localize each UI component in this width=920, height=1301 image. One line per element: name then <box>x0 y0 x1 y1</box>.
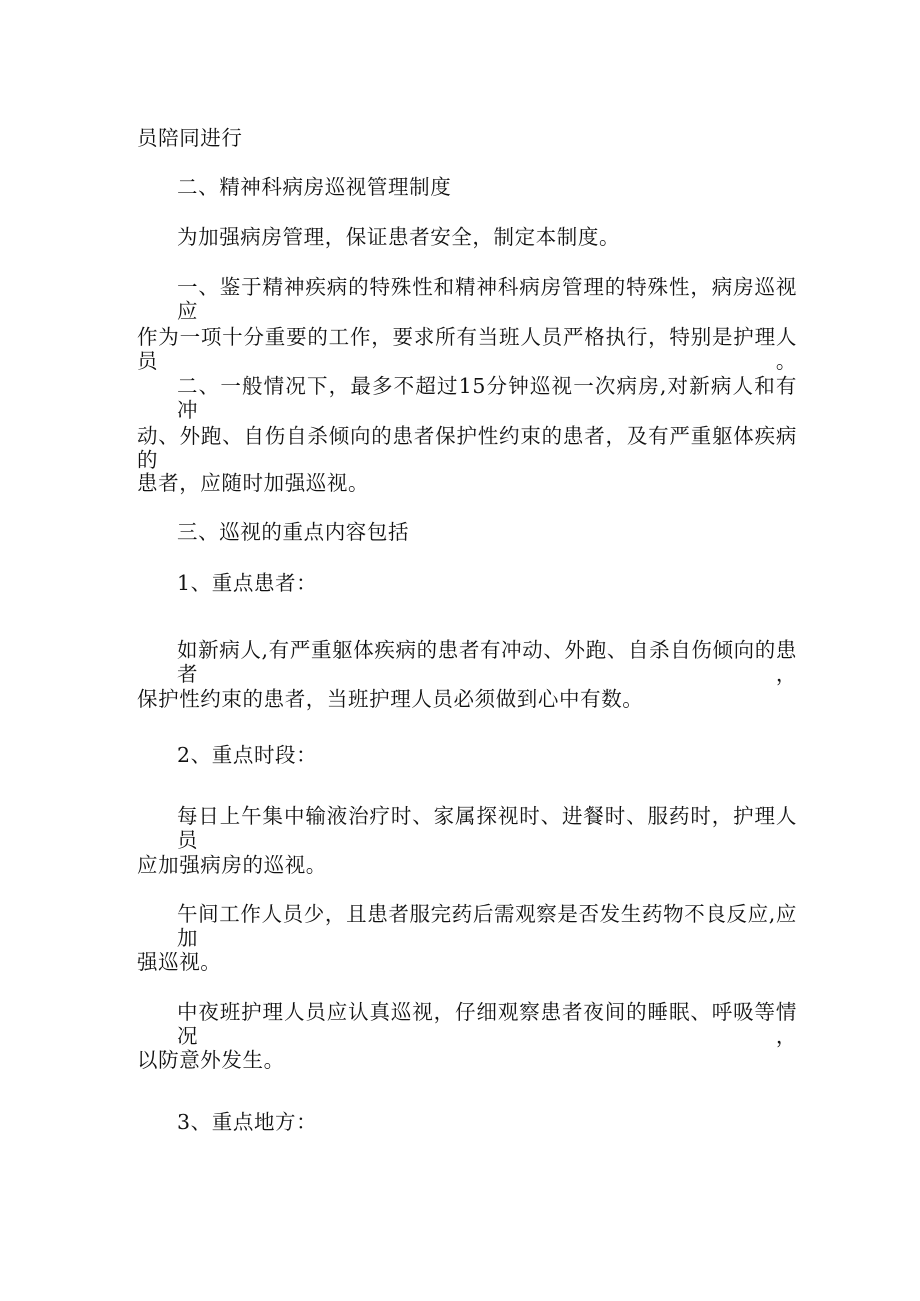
paragraph-line: 患者，应随时加强巡视。 <box>137 471 370 495</box>
paragraph-line: 动、外跑、自伤自杀倾向的患者保护性约束的患者，及有严重躯体疾病的 <box>137 424 797 472</box>
paragraph-line: 中夜班护理人员应认真巡视，仔细观察患者夜间的睡眠、呼吸等情况， <box>177 1000 797 1048</box>
text-line-continuation: 员陪同进行 <box>137 126 243 150</box>
paragraph-line: 如新病人,有严重躯体疾病的患者有冲动、外跑、自杀自伤倾向的患者， <box>177 638 797 686</box>
paragraph-line: 每日上午集中输液治疗时、家属探视时、进餐时、服药时，护理人员 <box>177 804 797 852</box>
paragraph-line: 一、鉴于精神疾病的特殊性和精神科病房管理的特殊性，病房巡视应 <box>177 275 797 323</box>
paragraph-line: 保护性约束的患者，当班护理人员必须做到心中有数。 <box>137 687 644 711</box>
paragraph-line: 以防意外发生。 <box>137 1048 285 1072</box>
section-heading: 二、精神科病房巡视管理制度 <box>177 175 452 199</box>
item-heading: 3、重点地方： <box>177 1110 318 1134</box>
paragraph-line: 强巡视。 <box>137 950 222 974</box>
paragraph-line: 午间工作人员少，且患者服完药后需观察是否发生药物不良反应,应加 <box>177 902 797 950</box>
item-heading: 1、重点患者： <box>177 571 318 595</box>
paragraph-intro: 为加强病房管理，保证患者安全，制定本制度。 <box>177 225 621 249</box>
subsection-heading: 三、巡视的重点内容包括 <box>177 520 410 544</box>
paragraph-line: 二、一般情况下，最多不超过15分钟巡视一次病房,对新病人和有冲 <box>177 374 797 422</box>
paragraph-line: 应加强病房的巡视。 <box>137 853 327 877</box>
item-heading: 2、重点时段： <box>177 743 318 767</box>
paragraph-line: 作为一项十分重要的工作，要求所有当班人员严格执行，特别是护理人员。 <box>137 325 797 373</box>
